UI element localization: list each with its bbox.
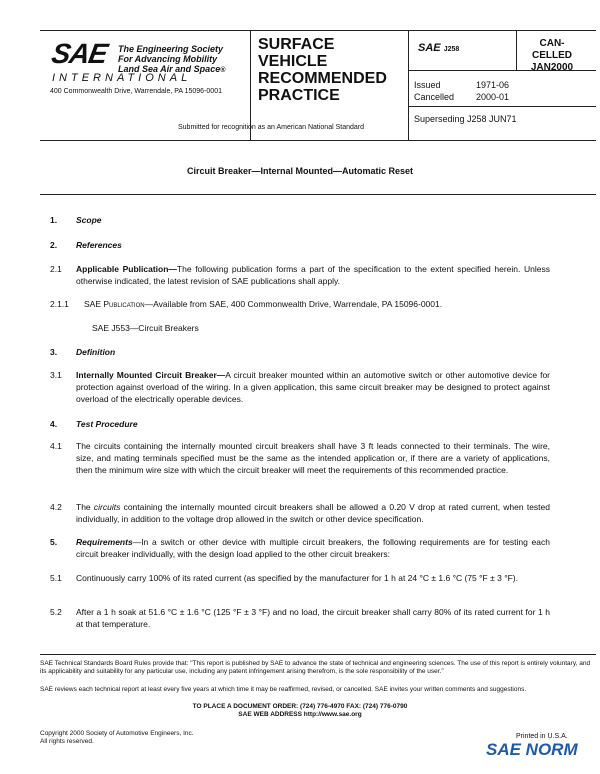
section-number: 5.2 <box>50 607 62 617</box>
document-title: Circuit Breaker—Internal Mounted—Automatic Reset <box>186 166 414 176</box>
header-divider-3 <box>516 30 517 70</box>
cancelled-line: JAN2000 <box>530 62 574 73</box>
header-bottom-rule <box>40 140 596 141</box>
issued-value: 1971-06 <box>476 80 510 90</box>
section-number: 2.1.1 <box>50 299 69 309</box>
doc-type-line: RECOMMENDED <box>258 70 387 87</box>
section-heading: Scope <box>76 215 102 225</box>
footer-review: SAE reviews each technical report at least every five years at which time it may be reaffirmed, revised, or cancelled. SAE invites your written comments and suggestions. <box>40 686 527 693</box>
section-number: 2.1 <box>50 264 62 274</box>
section-number: 5. <box>50 537 58 547</box>
printed-in: Printed in U.S.A. <box>516 733 568 740</box>
sae-address: 400 Commonwealth Drive, Warrendale, PA 15096-0001 <box>50 88 222 95</box>
dates-rule <box>408 106 596 107</box>
title-bottom-rule <box>40 194 596 195</box>
tagline-line-1: The Engineering Society <box>118 44 224 54</box>
copyright: Copyright 2000 Society of Automotive Engineers, Inc. <box>40 730 194 737</box>
international-label: INTERNATIONAL <box>52 72 192 84</box>
section-text: After a 1 h soak at 51.6 °C ± 1.6 °C (125 °F ± 3 °F) and no load, the circuit breaker shall carry 80% of its rated current for 1 h at that temperature. <box>76 607 550 629</box>
document-type <box>258 36 387 104</box>
cancelled-label: Cancelled <box>414 92 455 102</box>
footer-rules: SAE Technical Standards Board Rules provide that: "This report is published by SAE to advance the state of technical and engineering sciences. The use of this report is entirely voluntary, and its applicability and suitability for any particular use, including any patent infringement arising therefrom, is the sole responsibility of the user." <box>40 660 591 675</box>
section-text: Applicable Publication—The following publication forms a part of the specification to the extent specified herein. Unless otherwise indicated, the latest revision of SAE publications shall apply. <box>76 264 550 286</box>
section-heading: References <box>76 240 122 250</box>
cancelled-line: CAN- <box>539 38 565 49</box>
section-text: Continuously carry 100% of its rated current (as specified by the manufacturer for 1 h at 24 °C ± 1.6 °C (75 °F ± 3 °F). <box>76 573 518 583</box>
section-number: 4. <box>50 419 58 429</box>
header-divider-2 <box>408 30 409 140</box>
section-number: 3. <box>50 347 58 357</box>
submitted-note: Submitted for recognition as an American National Standard <box>178 124 364 131</box>
section-number: 4.2 <box>50 502 62 512</box>
cancelled-line: CELLED <box>532 50 572 61</box>
cancelled-value: 2000-01 <box>476 92 510 102</box>
section-heading: Definition <box>76 347 116 357</box>
section-heading: Test Procedure <box>76 419 138 429</box>
section-number: 5.1 <box>50 573 62 583</box>
reference-item: SAE J553—Circuit Breakers <box>92 323 199 333</box>
doc-type-line: VEHICLE <box>258 53 328 70</box>
std-number: J258 <box>443 46 460 53</box>
section-number: 4.1 <box>50 441 62 451</box>
rights: All rights reserved. <box>40 738 94 745</box>
section-text: Internally Mounted Circuit Breaker—A circuit breaker mounted within an automotive switch or other automotive device for protection against overload of the wiring. In a given application, this same circuit breaker may be designed to protect against overload of the electrically operable devices. <box>76 370 550 404</box>
section-number: 1. <box>50 215 58 225</box>
doc-type-line: SURFACE <box>258 36 335 53</box>
section-number: 3.1 <box>50 370 62 380</box>
section-number: 2. <box>50 240 58 250</box>
issued-label: Issued <box>414 80 441 90</box>
std-logo: SAE <box>418 42 441 54</box>
sae-norm-watermark: SAE NORM <box>486 740 578 759</box>
section-text: The circuits containing the internally mounted circuit breakers shall be allowed a 0.20 V drop at rated current, when tested individually, in addition to the voltage drop allowed in the switch or other device specification. <box>76 502 550 524</box>
cancelled-stamp <box>522 38 582 74</box>
section-text: The circuits containing the internally mounted circuit breakers shall have 3 ft leads connected to their terminals. The wire, size, and mating terminals specified must be the same as the intended application or, if there are a variety of applications, then the minimum wire size with which the circuit breaker will meet the requirements of this recommended practice. <box>76 441 550 475</box>
superseding: Superseding J258 JUN71 <box>414 114 517 124</box>
web-line: SAE WEB ADDRESS http://www.sae.org <box>238 711 362 718</box>
section-text: SAE Publication—Available from SAE, 400 Commonwealth Drive, Warrendale, PA 15096-0001. <box>84 299 443 309</box>
section-text: Requirements—In a switch or other device with multiple circuit breakers, the following requirements are for testing each circuit breaker individually, with the design load applied to the other circuit breakers: <box>76 537 550 559</box>
doc-type-line: PRACTICE <box>258 87 340 104</box>
tagline-line-2: For Advancing Mobility <box>118 54 218 64</box>
sae-logo: SAE <box>49 38 110 69</box>
footer-rule <box>40 654 596 655</box>
header-top-rule <box>40 30 596 31</box>
standard-number <box>418 42 459 54</box>
order-line: TO PLACE A DOCUMENT ORDER: (724) 776-4970 FAX: (724) 776-0790 <box>192 703 408 710</box>
tagline-line-3: Land Sea Air and Space® <box>118 64 226 74</box>
